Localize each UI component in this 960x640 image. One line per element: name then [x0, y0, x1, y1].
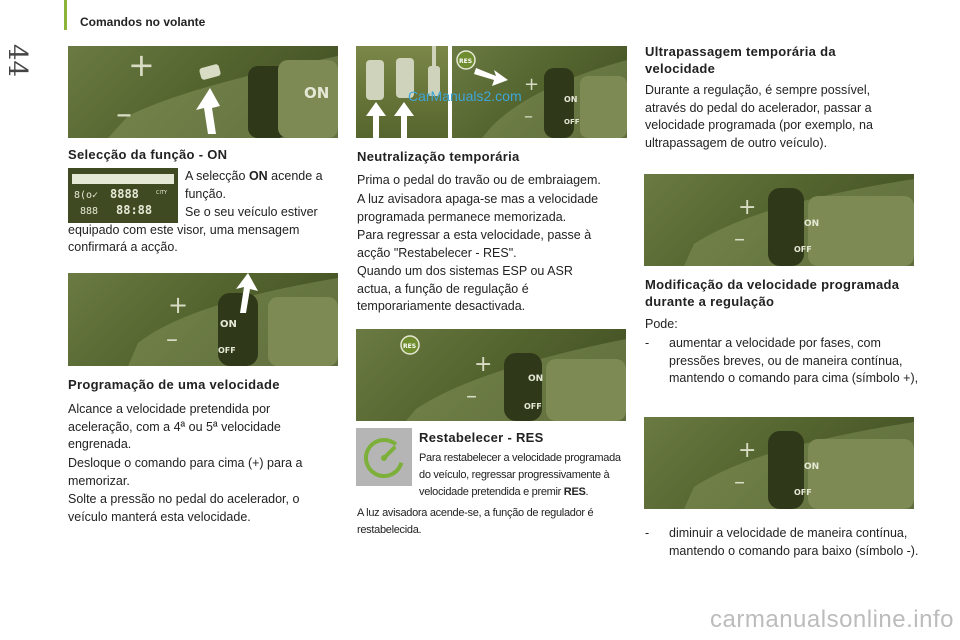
svg-text:OFF: OFF	[564, 118, 580, 126]
restore-paragraph-2: A luz avisadora acende-se, a função de regulador é restabelecida.	[357, 507, 594, 536]
svg-text:8888: 8888	[110, 187, 139, 201]
heading-programming: Programação de uma velocidade	[68, 377, 280, 392]
svg-text:–: –	[734, 227, 745, 252]
svg-text:OFF: OFF	[524, 402, 542, 411]
modify-item-increase: aumentar a velocidade por fases, com pressões breves, ou de maneira contínua, mantendo o comando para cima (símbolo +),	[669, 336, 919, 385]
photo-stalk-on	[68, 46, 338, 138]
neutralization-paragraph-3: Para regressar a esta velocidade, passe à acção "Restabelecer - RES".	[357, 228, 592, 260]
svg-text:+: +	[524, 74, 540, 95]
svg-text:OFF: OFF	[218, 346, 236, 355]
svg-text:+: +	[168, 291, 189, 319]
modify-intro: Pode:	[645, 317, 678, 331]
selection-text-block	[185, 168, 337, 203]
svg-text:+: +	[474, 352, 493, 377]
photo-stalk-res-2	[356, 329, 626, 421]
svg-text:–: –	[466, 384, 477, 409]
photo-stalk-neutral	[644, 174, 914, 266]
photo-stalk-plus	[68, 273, 338, 366]
list-item	[645, 525, 920, 579]
svg-text:ON: ON	[220, 319, 237, 330]
svg-text:OFF: OFF	[794, 245, 812, 254]
svg-text:ON: ON	[528, 374, 544, 384]
watermark-carmanualsonline: carmanualsonline.info	[710, 606, 954, 633]
neutralization-paragraph-2: A luz avisadora apaga-se mas a velocidade programada permanece memorizada.	[357, 192, 599, 224]
svg-text:OFF: OFF	[794, 488, 812, 497]
svg-text:–: –	[116, 94, 132, 132]
svg-text:RES: RES	[403, 343, 417, 350]
svg-text:ON: ON	[564, 95, 578, 104]
overtaking-paragraph: Durante a regulação, é sempre possível, através do pedal do acelerador, passar a velocidade programada (por exemplo, na ultrapassagem de outro veículo).	[645, 83, 873, 150]
svg-text:88:88: 88:88	[116, 203, 153, 217]
svg-text:+: +	[738, 438, 757, 463]
svg-text:ON: ON	[804, 462, 820, 472]
neutralization-paragraph-1: Prima o pedal do travão ou de embraiagem.	[357, 173, 601, 187]
watermark-carmanuals2: CarManuals2.com	[408, 88, 522, 104]
cruise-warning-icon	[356, 428, 412, 486]
restore-paragraph-1: Para restabelecer a velocidade programada do veículo, regressar progressivamente à velocidade pretendida e premir RES.	[419, 452, 621, 498]
svg-text:–: –	[734, 470, 745, 495]
page-number: 44	[2, 44, 32, 78]
svg-text:–: –	[524, 106, 533, 127]
svg-text:+: +	[738, 195, 757, 220]
heading-neutralization: Neutralização temporária	[357, 149, 520, 164]
section-title: Comandos no volante	[80, 15, 206, 29]
svg-text:+: +	[128, 46, 155, 84]
modify-item-decrease: diminuir a velocidade de maneira contínua, mantendo o comando para baixo (símbolo -).	[669, 526, 919, 558]
on-keyword: ON	[248, 169, 268, 183]
res-badge-label: RES	[459, 58, 473, 65]
photo-stalk-modify	[644, 417, 914, 509]
programming-paragraph-2: Desloque o comando para cima (+) para a memorizar.	[68, 456, 303, 488]
heading-temporary-overtaking: Ultrapassagem temporária da velocidade	[645, 44, 836, 76]
selection-paragraph-2: Se o seu veículo estiver equipado com este visor, uma mensagem confirmará a acção.	[68, 205, 318, 254]
svg-text:–: –	[166, 325, 178, 353]
list-dash: -	[645, 336, 650, 350]
list-item	[645, 335, 920, 407]
lcd-city-label: CITY	[156, 190, 168, 196]
list-dash: -	[645, 526, 650, 540]
neutralization-paragraph-4: Quando um dos sistemas ESP ou ASR actua, a função de regulação é temporariamente desactivada.	[357, 264, 573, 313]
heading-selection-on: Selecção da função - ON	[68, 147, 228, 162]
programming-paragraph-3: Solte a pressão no pedal do acelerador, o veículo manterá esta velocidade.	[68, 492, 300, 524]
svg-text:888: 888	[80, 206, 99, 217]
heading-restore-res: Restabelecer - RES	[419, 430, 544, 445]
photo-on-label: ON	[304, 84, 330, 102]
selection-paragraph-1: A selecção ON acende a função.	[185, 169, 323, 201]
header-accent-bar	[64, 0, 67, 30]
svg-text:ON: ON	[804, 219, 820, 229]
svg-text:8(o✓: 8(o✓	[74, 190, 99, 201]
programming-paragraph-1: Alcance a velocidade pretendida por aceleração, com a 4ª ou 5ª velocidade engrenada.	[68, 402, 281, 451]
heading-modify-speed: Modificação da velocidade programada durante a regulação	[645, 277, 900, 309]
